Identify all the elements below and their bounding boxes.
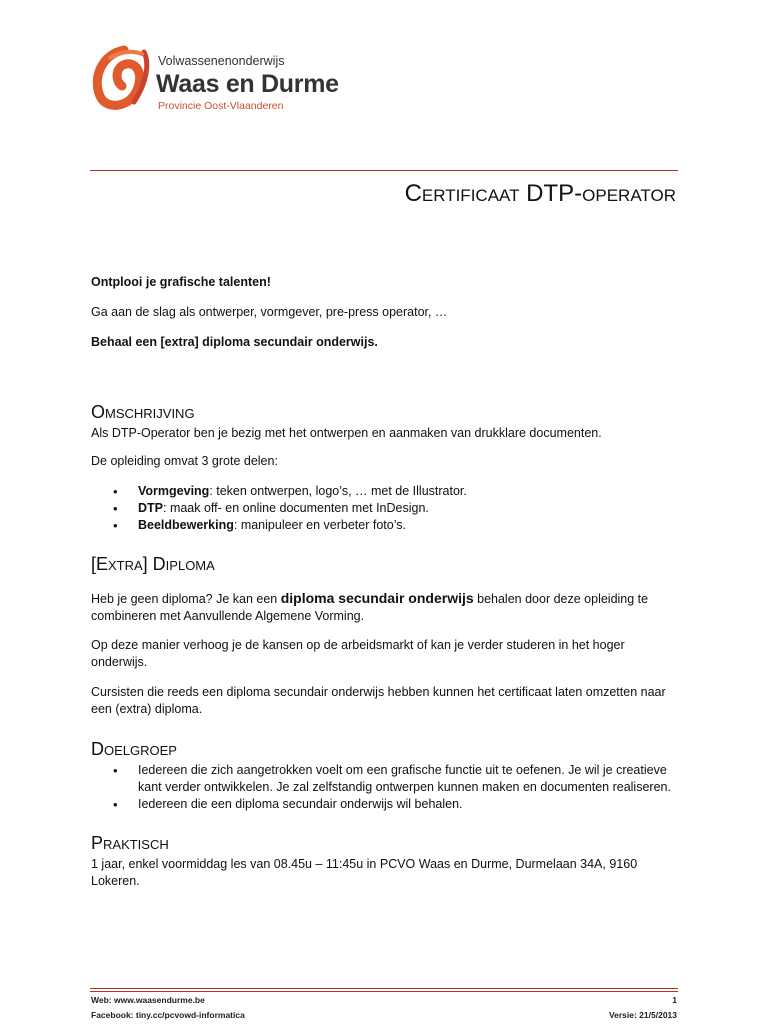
extra-p1: Heb je geen diploma? Je kan een diploma secundair onderwijs behalen door deze opleiding te combineren met Aanvullende Algemene Vorming. xyxy=(91,590,649,623)
footer-divider-thin xyxy=(90,991,678,992)
list-item: • Iedereen die zich aangetrokken voelt om een grafische functie uit te oefenen. Je wil je creatieve kant verder ontwikkelen. Je zal zelfstandig ontwerpen kunnen maken en documenten realiseren. xyxy=(91,762,679,796)
heading-omschrijving: Omschrijving xyxy=(91,402,195,422)
extra-p3: Cursisten die reeds een diploma secundair onderwijs hebben kunnen het certificaat laten omzetten naar een (extra) diploma. xyxy=(91,685,666,716)
logo-line-3: Provincie Oost-Vlaanderen xyxy=(158,100,284,112)
praktisch-p1: 1 jaar, enkel voormiddag les van 08.45u – 11:45u in PCVO Waas en Durme, Durmelaan 34A, 9160 Lokeren. xyxy=(91,857,638,888)
list-item: • Beeldbewerking: manipuleer en verbeter foto’s. xyxy=(91,517,679,534)
intro-tagline: Ontplooi je grafische talenten! xyxy=(91,275,271,289)
list-item: • Iedereen die een diploma secundair onderwijs wil behalen. xyxy=(91,796,679,813)
heading-praktisch: Praktisch xyxy=(91,833,169,853)
intro-diploma: Behaal een [extra] diploma secundair onderwijs. xyxy=(91,335,378,349)
heading-extra-diploma: [Extra] Diploma xyxy=(91,554,215,574)
footer-row-2 xyxy=(91,1010,677,1020)
logo-swirl-icon xyxy=(88,44,160,116)
list-item: • DTP: maak off- en online documenten met InDesign. xyxy=(91,500,679,517)
heading-doelgroep: Doelgroep xyxy=(91,739,177,759)
footer-facebook[interactable]: Facebook: tiny.cc/pcvowd-informatica xyxy=(91,1010,245,1020)
omschrijving-p1: Als DTP-Operator ben je bezig met het ontwerpen en aanmaken van drukklare documenten. xyxy=(91,426,602,440)
footer-version: Versie: 21/5/2013 xyxy=(608,1010,677,1020)
page-number: 1 xyxy=(672,995,677,1005)
logo-line-1: Volwassenenonderwijs xyxy=(158,54,285,68)
header-divider xyxy=(90,170,678,171)
footer-web[interactable]: Web: www.waasendurme.be xyxy=(91,995,205,1005)
omschrijving-list xyxy=(91,483,679,534)
footer-divider xyxy=(90,988,678,989)
omschrijving-p2: De opleiding omvat 3 grote delen: xyxy=(91,454,278,468)
school-logo xyxy=(88,44,338,116)
doelgroep-list xyxy=(91,762,679,813)
footer-row-1 xyxy=(91,995,677,1005)
extra-p2: Op deze manier verhoog je de kansen op de arbeidsmarkt of kan je verder studeren in het hoger onderwijs. xyxy=(91,638,625,669)
logo-line-2: Waas en Durme xyxy=(156,70,339,98)
list-item: • Vormgeving: teken ontwerpen, logo’s, … met de Illustrator. xyxy=(91,483,679,500)
intro-line: Ga aan de slag als ontwerper, vormgever, pre-press operator, … xyxy=(91,305,448,319)
document-body xyxy=(91,274,679,890)
document-title: Certificaat DTP-operator xyxy=(404,180,676,207)
